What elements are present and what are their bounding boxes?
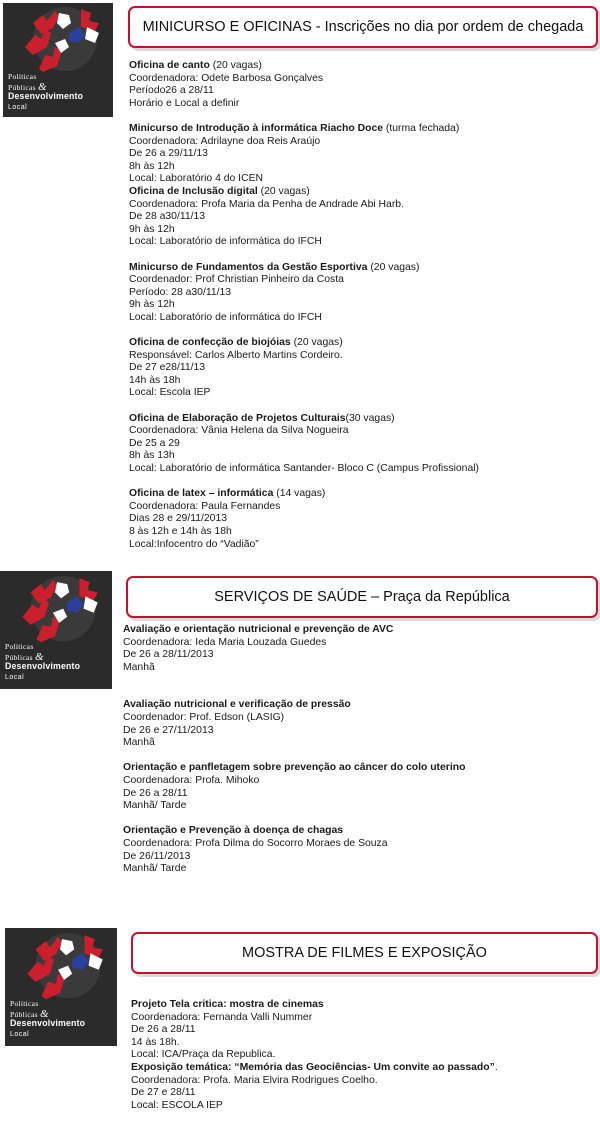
item-line: Período: 28 a30/11/13 bbox=[129, 286, 232, 298]
item-title: Avaliação nutricional e verificação de pressão bbox=[123, 699, 351, 711]
list-item bbox=[129, 60, 479, 110]
item-line: Local: Escola IEP bbox=[129, 387, 211, 399]
item-line: De 26 a 28/11/2013 bbox=[123, 649, 214, 661]
section-banner-minicursos bbox=[128, 6, 598, 48]
section-content-filmes bbox=[131, 999, 498, 1112]
item-title: Orientação e panfletagem sobre prevenção ao câncer do colo uterino bbox=[123, 762, 466, 774]
banner-title: SERVIÇOS DE SAÚDE – Praça da República bbox=[214, 589, 510, 605]
item-line: Responsável: Carlos Alberto Martins Cordeiro. bbox=[129, 349, 343, 361]
logo-ampersand: & bbox=[35, 651, 44, 663]
item-line: De 26 a 29/11/13 bbox=[129, 148, 208, 160]
item-line: Coordenadora: Fernanda Valli Nummer bbox=[131, 1011, 313, 1023]
item-line: Período26 a 28/11 bbox=[129, 85, 214, 97]
item-line: Coordenador: Prof. Edson (LASIG) bbox=[123, 711, 285, 723]
list-item bbox=[123, 624, 465, 674]
logo bbox=[3, 3, 113, 117]
item-line: 8h às 12h bbox=[129, 160, 175, 172]
item-line: Manhã/ Tarde bbox=[123, 863, 187, 875]
logo bbox=[0, 571, 112, 689]
item-suffix: (30 vagas) bbox=[345, 412, 395, 424]
list-item bbox=[123, 762, 465, 812]
item-line: De 28 a30/11/13 bbox=[129, 211, 206, 223]
logo-text-line3: Desenvolvimento bbox=[10, 1018, 86, 1029]
item-line: Local:Infocentro do “Vadião” bbox=[129, 538, 259, 550]
item-line: De 26 a 28/11 bbox=[131, 1024, 196, 1036]
logo-text-line3: Desenvolvimento bbox=[8, 91, 84, 102]
item-line: De 26 e 27/11/2013 bbox=[123, 724, 214, 736]
logo-text-line4: Local bbox=[10, 1031, 30, 1038]
item-suffix: (14 vagas) bbox=[273, 488, 326, 500]
logo-text-line4: Local bbox=[8, 104, 28, 111]
logo bbox=[5, 928, 117, 1046]
list-item bbox=[129, 123, 479, 186]
item-line: 9h às 12h bbox=[129, 223, 175, 235]
item-title: Avaliação e orientação nutricional e prevenção de AVC bbox=[123, 624, 394, 635]
item-suffix: . bbox=[494, 1061, 498, 1073]
logo-text-line1: Políticas bbox=[5, 642, 34, 651]
logo-text-line1: Políticas bbox=[8, 72, 37, 81]
item-line: Local: Laboratório de informática do IFCH bbox=[129, 311, 322, 323]
item-line: Manhã bbox=[123, 661, 155, 673]
item-line: Manhã/ Tarde bbox=[123, 800, 187, 812]
item-suffix: (20 vagas) bbox=[209, 60, 262, 71]
section-content-saude bbox=[123, 624, 465, 888]
logo-ampersand: & bbox=[40, 1008, 49, 1020]
item-title: Projeto Tela critica: mostra de cinemas bbox=[131, 999, 324, 1010]
item-title: Oficina de Inclusão digital bbox=[129, 185, 258, 197]
item-line: Coordenadora: Profa Maria da Penha de Andrade Abi Harb. bbox=[129, 198, 404, 210]
item-suffix: (turma fechada) bbox=[383, 122, 460, 134]
item-title: Oficina de confecção de biojóias bbox=[129, 337, 291, 349]
list-item bbox=[129, 337, 479, 400]
item-title: Orientação e Prevenção à doença de chagas bbox=[123, 825, 344, 837]
item-suffix: (20 vagas) bbox=[257, 185, 310, 197]
item-line: Horário e Local a definir bbox=[129, 97, 240, 109]
logo-text-line2: Públicas bbox=[10, 1010, 38, 1019]
logo-text-line4: Local bbox=[5, 674, 25, 681]
item-line: Coordenadora: Profa. Mihoko bbox=[123, 774, 260, 786]
banner-title: MINICURSO E OFICINAS - Inscrições no dia por ordem de chegada bbox=[142, 19, 584, 35]
list-item bbox=[131, 999, 498, 1062]
item-line: Coordenadora: Vânia Helena da Silva Nogueira bbox=[129, 425, 349, 437]
item-title: Minicurso de Fundamentos da Gestão Esportiva bbox=[129, 261, 368, 273]
list-item bbox=[131, 1062, 498, 1112]
logo-text-line2: Públicas bbox=[8, 83, 36, 92]
item-title: Exposição temática: “Memória das Geociências- Um convite ao passado” bbox=[131, 1061, 495, 1073]
item-line: De 25 a 29 bbox=[129, 437, 180, 449]
item-line: 8 às 12h e 14h às 18h bbox=[129, 525, 232, 537]
logo-text-line2: Públicas bbox=[5, 653, 33, 662]
item-line: Local: Laboratório 4 do ICEN bbox=[129, 173, 264, 185]
item-suffix: (20 vagas) bbox=[290, 337, 343, 349]
banner-title: MOSTRA DE FILMES E EXPOSIÇÃO bbox=[242, 945, 487, 961]
item-suffix: (20 vagas) bbox=[367, 261, 420, 273]
item-line: De 26/11/2013 bbox=[123, 850, 191, 862]
item-title: Oficina de canto bbox=[129, 60, 210, 71]
item-line: Coordenadora: Adrilayne doa Reis Araújo bbox=[129, 135, 321, 147]
item-line: De 26 a 28/11 bbox=[123, 787, 188, 799]
section-banner-saude bbox=[126, 576, 598, 618]
item-line: De 27 e 28/11 bbox=[131, 1087, 196, 1099]
item-line: Manhã bbox=[123, 737, 155, 749]
item-line: Coordenadora: Ieda Maria Louzada Guedes bbox=[123, 636, 327, 648]
logo-text-line1: Políticas bbox=[10, 999, 39, 1008]
item-line: Coordenador: Prof Christian Pinheiro da Costa bbox=[129, 274, 344, 286]
item-line: 14h às 18h bbox=[129, 374, 181, 386]
item-title: Oficina de Elaboração de Projetos Culturais bbox=[129, 412, 346, 424]
item-line: Coordenadora: Profa Dilma do Socorro Moraes de Souza bbox=[123, 837, 388, 849]
item-line: 14 às 18h. bbox=[131, 1036, 180, 1048]
logo-ampersand: & bbox=[38, 81, 47, 93]
list-item bbox=[129, 186, 479, 249]
item-title: Minicurso de Introdução à informática Riacho Doce bbox=[129, 122, 384, 134]
item-line: 8h às 13h bbox=[129, 450, 175, 462]
list-item bbox=[123, 825, 465, 875]
item-line: 9h às 12h bbox=[129, 299, 175, 311]
item-line: Local: ESCOLA IEP bbox=[131, 1099, 223, 1111]
item-line: Coordenadora: Odete Barbosa Gonçalves bbox=[129, 72, 324, 84]
item-line: Dias 28 e 29/11/2013 bbox=[129, 513, 228, 525]
list-item bbox=[129, 262, 479, 325]
item-title: Oficina de latex – informática bbox=[129, 488, 274, 500]
section-banner-filmes bbox=[131, 932, 598, 974]
section-content-minicursos bbox=[129, 60, 479, 551]
item-line: Local: Laboratório de informática do IFCH bbox=[129, 236, 322, 248]
logo-text-line3: Desenvolvimento bbox=[5, 661, 81, 672]
item-line: Coordenadora: Profa. Maria Elvira Rodrigues Coelho. bbox=[131, 1074, 378, 1086]
list-item bbox=[129, 488, 479, 551]
item-line: Local: ICA/Praça da Republica. bbox=[131, 1049, 276, 1061]
item-line: Coordenadora: Paula Fernandes bbox=[129, 500, 281, 512]
list-item bbox=[123, 699, 465, 749]
item-line: De 27 e28/11/13 bbox=[129, 362, 206, 374]
item-line: Local: Laboratório de informática Santander- Bloco C (Campus Profissional) bbox=[129, 463, 479, 474]
list-item bbox=[129, 413, 479, 476]
